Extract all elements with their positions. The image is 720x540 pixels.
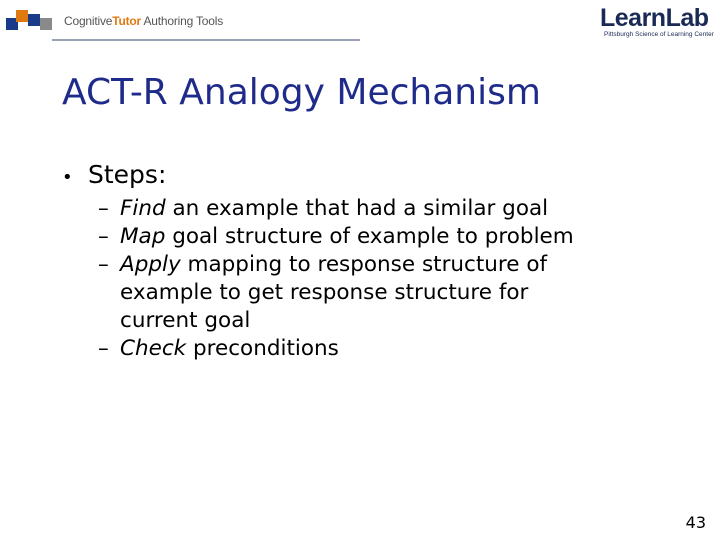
dash-icon: –: [98, 252, 109, 277]
step-item: – Apply mapping to response structure of example to get response structure for current goal: [98, 252, 548, 333]
bullet-label: Steps:: [88, 160, 167, 189]
step-item: – Map goal structure of example to problem: [98, 224, 574, 249]
learnlab-tagline: Pittsburgh Science of Learning Center: [604, 31, 714, 38]
slide-body: [62, 160, 682, 363]
ctat-logo: [6, 10, 223, 32]
bullet-steps: [62, 160, 682, 189]
step-item: – Check preconditions: [98, 336, 339, 361]
bullet-dot-icon: •: [62, 167, 73, 188]
dash-icon: –: [98, 224, 109, 249]
dash-icon: –: [98, 336, 109, 361]
ctat-mark-icon: [6, 10, 58, 32]
ctat-logo-text: CognitiveTutor Authoring Tools: [64, 14, 223, 28]
dash-icon: –: [98, 196, 109, 221]
page-number: 43: [685, 513, 706, 532]
step-list: [62, 195, 682, 363]
slide-title: ACT-R Analogy Mechanism: [62, 72, 541, 113]
slide-header: [0, 0, 720, 48]
header-divider: [52, 39, 360, 41]
learnlab-wordmark: LearnLab: [600, 4, 709, 32]
learnlab-logo: [590, 4, 718, 42]
step-item: – Find an example that had a similar goal: [98, 196, 549, 221]
